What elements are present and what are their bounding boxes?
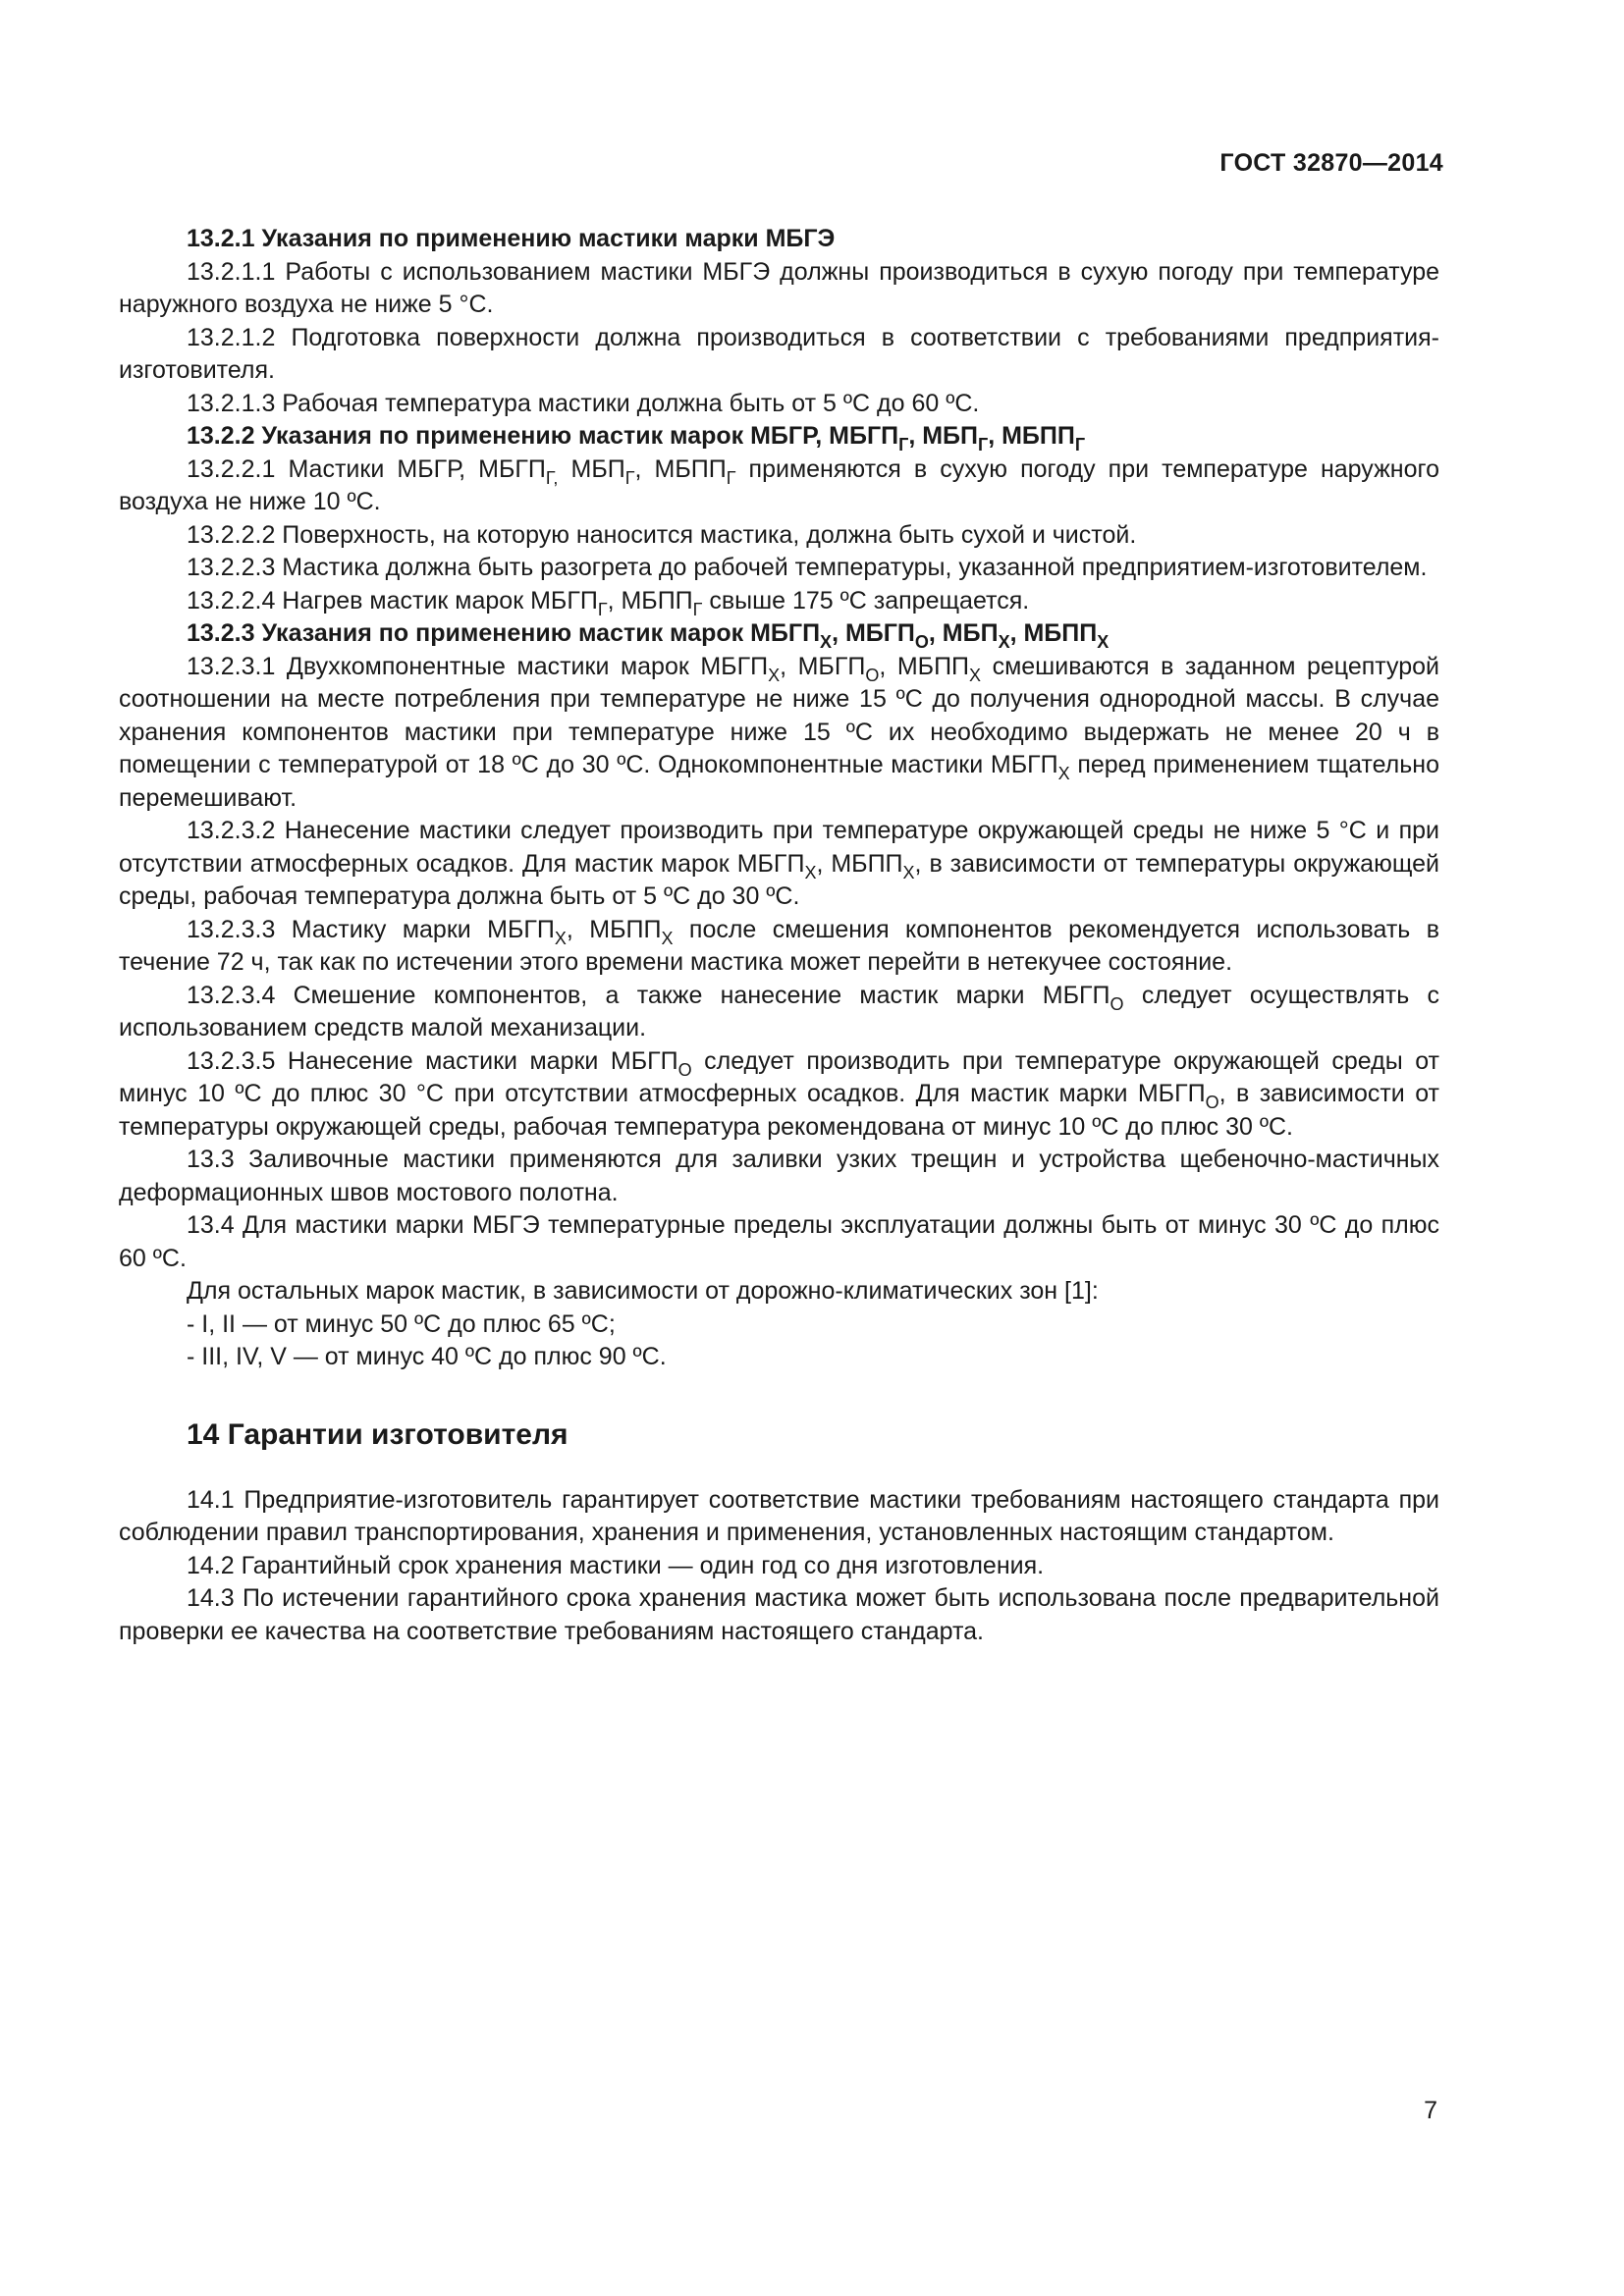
paragraph-13-2-1-1: 13.2.1.1 Работы с использованием мастики МБГЭ должны производиться в сухую погоду при температуре наружного воздуха не ниже 5 °С. [119, 257, 1439, 318]
heading-13-2-1: 13.2.1 Указания по применению мастики марки МБГЭ [187, 225, 836, 252]
paragraph-13-2-3-3: 13.2.3.3 Мастику марки $МБГП_Х$, $МБПП_Х$ после смешения компонентов рекомендуется использовать в течение 72 ч, так как по истечении этого времени мастика может перейти в нетекучее состояние. [119, 915, 1440, 976]
paragraph-13-2-3-5: 13.2.3.5 Нанесение мастики марки $МБГП_О$ следует производить при температуре окружающей среды от минус 10 ºС до плюс 30 °С при отсутствии атмосферных осадков. Для мастик марки $МБГП_О$, в зависимости от температуры окружающей среды, рабочая температура рекомендована от минус 10 ºС до плюс 30 ºС. [119, 1046, 1440, 1141]
paragraph-13-2-2-3: 13.2.2.3 Мастика должна быть разогрета до рабочей температуры, указанной предприятием-изготовителем. [187, 554, 1428, 581]
paragraph-13-2-3-4: 13.2.3.4 Смешение компонентов, а также нанесение мастик марки $МБГП_О$ следует осуществлять с использованием средств малой механизации. [119, 981, 1439, 1041]
heading-13-2-2: 13.2.2 Указания по применению мастик марок МБГР, $МБГП_Г$, $МБП_Г$, $МБПП_Г$ [187, 422, 1086, 454]
list-item: - I, II — от минус 50 ºС до плюс 65 ºС; [187, 1309, 616, 1338]
paragraph-14-2: 14.2 Гарантийный срок хранения мастики — один год со дня изготовления. [187, 1551, 1045, 1579]
paragraph-13-2-1-3: 13.2.1.3 Рабочая температура мастики должна быть от 5 ºС до 60 ºС. [187, 389, 980, 417]
paragraph-13-4: 13.4 Для мастики марки МБГЭ температурные пределы эксплуатации должны быть от минус 30 ºС до плюс 60 ºС. [119, 1211, 1439, 1272]
paragraph-13-2-3-1: 13.2.3.1 Двухкомпонентные мастики марок $МБГП_Х$, $МБГП_О$, $МБПП_Х$ смешиваются в заданном рецептурой соотношении на месте потребления при температуре не ниже 15 ºС до получения однородной массы. В случае хранения компонентов мастики при температуре ниже 15 ºС их необходимо выдержать не менее 20 ч в помещении с температурой от 18 ºС до 30 ºС. Однокомпонентные мастики $МБГП_Х$ перед применением тщательно перемешивают. [119, 652, 1440, 812]
paragraph-13-2-3-2: 13.2.3.2 Нанесение мастики следует производить при температуре окружающей среды не ниже 5 °С и при отсутствии атмосферных осадков. Для мастик марок $МБГП_Х$, $МБПП_Х$, в зависимости от температуры окружающей среды, рабочая температура должна быть от 5 ºС до 30 ºС. [119, 817, 1439, 910]
paragraph-13-2-2-1: 13.2.2.1 Мастики МБГР, $МБГП_{Г,}$ $МБП_Г$, $МБПП_Г$ применяются в сухую погоду при температуре наружного воздуха не ниже 10 ºС. [119, 454, 1439, 515]
paragraph-13-2-1-2: 13.2.1.2 Подготовка поверхности должна производиться в соответствии с требованиями предприятия-изготовителя. [119, 323, 1439, 384]
list-item: - III, IV, V — от минус 40 ºС до плюс 90 ºС. [187, 1343, 667, 1370]
paragraph-14-1: 14.1 Предприятие-изготовитель гарантирует соответствие мастики требованиям настоящего стандарта при соблюдении правил транспортирования, хранения и применения, установленных настоящим стандартом. [119, 1485, 1439, 1546]
page-number: 7 [1424, 2097, 1437, 2124]
document-code: ГОСТ 32870—2014 [1219, 149, 1443, 177]
page-body [119, 223, 1439, 1648]
paragraph-13-2-2-4: 13.2.2.4 Нагрев мастик марок $МБГП_Г$, $МБПП_Г$ свыше 175 ºС запрещается. [187, 586, 1030, 619]
paragraph-13-4-note: Для остальных марок мастик, в зависимости от дорожно-климатических зон [1]: [187, 1277, 1099, 1305]
paragraph-13-3: 13.3 Заливочные мастики применяются для заливки узких трещин и устройства щебеночно-мастичных деформационных швов мостового полотна. [119, 1146, 1439, 1206]
heading-13-2-3: 13.2.3 Указания по применению мастик марок $МБГП_Х$, $МБГП_О$, $МБП_Х$, $МБПП_Х$ [187, 619, 1110, 652]
section-14-title: 14 Гарантии изготовителя [187, 1417, 568, 1451]
paragraph-14-3: 14.3 По истечении гарантийного срока хранения мастика может быть использована после предварительной проверки ее качества на соответствие требованиям настоящего стандарта. [119, 1584, 1439, 1645]
paragraph-13-2-2-2: 13.2.2.2 Поверхность, на которую наносится мастика, должна быть сухой и чистой. [187, 520, 1137, 549]
